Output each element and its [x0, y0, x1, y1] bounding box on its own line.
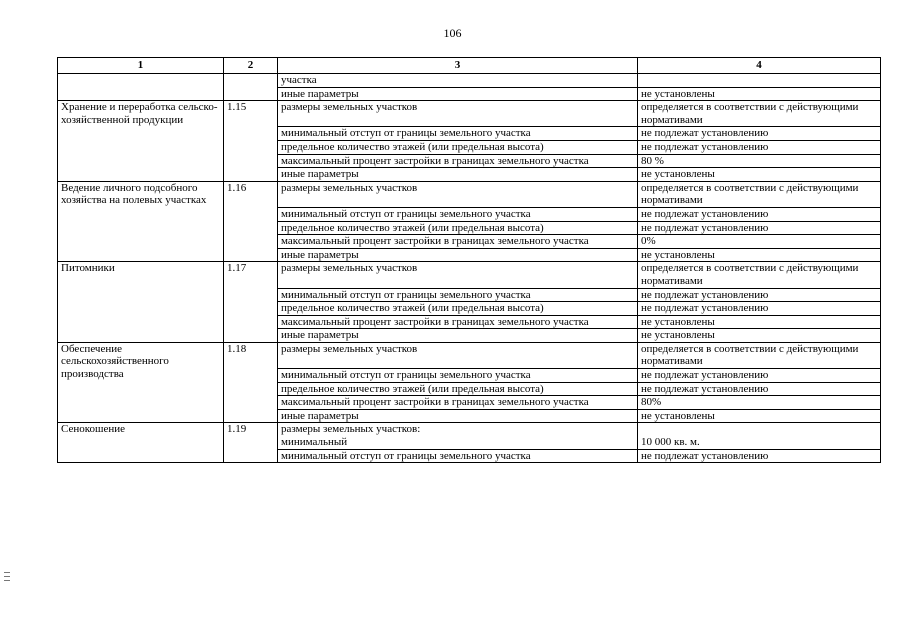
value-cell: не установлены	[638, 315, 881, 329]
value-cell: 0%	[638, 235, 881, 249]
value-cell: не установлены	[638, 168, 881, 182]
code-cell: 1.19	[224, 423, 278, 463]
value-cell: не подлежат установлению	[638, 369, 881, 383]
value-cell: 80 %	[638, 154, 881, 168]
table-row	[58, 262, 881, 288]
parameter-cell: минимальный отступ от границы земельного участка	[278, 369, 638, 383]
parameter-cell: минимальный отступ от границы земельного участка	[278, 207, 638, 221]
value-cell: не подлежат установлению	[638, 382, 881, 396]
code-cell: 1.17	[224, 262, 278, 343]
header-col-2: 2	[224, 58, 278, 74]
parameter-cell: минимальный отступ от границы земельного участка	[278, 127, 638, 141]
header-col-3: 3	[278, 58, 638, 74]
parameter-cell: минимальный отступ от границы земельного участка	[278, 449, 638, 463]
value-line: 10 000 кв. м.	[641, 436, 700, 449]
parameter-cell: предельное количество этажей (или предельная высота)	[278, 302, 638, 316]
value-cell: не установлены	[638, 248, 881, 262]
parameter-cell: иные параметры	[278, 248, 638, 262]
code-cell: 1.16	[224, 181, 278, 262]
value-cell: определяется в соответствии с действующими нормативами	[638, 342, 881, 368]
parameter-cell: предельное количество этажей (или предельная высота)	[278, 140, 638, 154]
parameter-cell: максимальный процент застройки в границах земельного участка	[278, 315, 638, 329]
table-row	[58, 181, 881, 207]
table-row	[58, 342, 881, 368]
parameter-line: размеры земельных участков:	[281, 423, 421, 436]
category-name-cell: Сенокошение	[58, 423, 224, 463]
parameter-cell: размеры земельных участков	[278, 262, 638, 288]
category-name-cell	[58, 74, 224, 101]
edge-mark	[4, 580, 10, 581]
parameter-cell: иные параметры	[278, 168, 638, 182]
value-cell: не установлены	[638, 87, 881, 101]
table-row	[58, 74, 881, 88]
value-cell: определяется в соответствии с действующими нормативами	[638, 101, 881, 127]
parameter-cell: предельное количество этажей (или предельная высота)	[278, 382, 638, 396]
parameter-cell	[278, 423, 638, 449]
header-col-4: 4	[638, 58, 881, 74]
parameter-cell: размеры земельных участков	[278, 342, 638, 368]
category-name-cell: Ведение личного подсобного хозяйства на полевых участках	[58, 181, 224, 262]
value-spacer	[641, 423, 877, 436]
table-header-row	[58, 58, 881, 74]
value-cell: 80%	[638, 396, 881, 410]
category-name-cell: Питомники	[58, 262, 224, 343]
value-cell: не подлежат установлению	[638, 140, 881, 154]
header-col-1: 1	[58, 58, 224, 74]
regulations-table	[57, 57, 881, 463]
value-cell: не подлежат установлению	[638, 127, 881, 141]
category-name-cell: Хранение и переработка сельско-хозяйственной продукции	[58, 101, 224, 182]
parameter-cell: максимальный процент застройки в границах земельного участка	[278, 235, 638, 249]
category-name-cell: Обеспечение сельскохозяйственного производства	[58, 342, 224, 423]
parameter-cell: предельное количество этажей (или предельная высота)	[278, 221, 638, 235]
value-cell: определяется в соответствии с действующими нормативами	[638, 262, 881, 288]
parameter-cell: минимальный отступ от границы земельного участка	[278, 288, 638, 302]
value-cell: не установлены	[638, 329, 881, 343]
value-cell: не подлежат установлению	[638, 221, 881, 235]
parameter-cell: размеры земельных участков	[278, 181, 638, 207]
code-cell: 1.15	[224, 101, 278, 182]
table-row	[58, 423, 881, 449]
value-cell: не установлены	[638, 409, 881, 423]
code-cell	[224, 74, 278, 101]
table-row	[58, 101, 881, 127]
page-number: 106	[443, 26, 462, 40]
parameter-cell: иные параметры	[278, 329, 638, 343]
table-body	[58, 74, 881, 463]
code-cell: 1.18	[224, 342, 278, 423]
value-cell: не подлежат установлению	[638, 207, 881, 221]
value-cell	[638, 74, 881, 88]
value-cell: не подлежат установлению	[638, 288, 881, 302]
edge-mark	[4, 576, 10, 577]
value-cell: не подлежат установлению	[638, 302, 881, 316]
parameter-cell: участка	[278, 74, 638, 88]
edge-mark	[4, 572, 10, 573]
value-cell: определяется в соответствии с действующими нормативами	[638, 181, 881, 207]
parameter-cell: размеры земельных участков	[278, 101, 638, 127]
parameter-line: минимальный	[281, 436, 348, 449]
parameter-cell: максимальный процент застройки в границах земельного участка	[278, 154, 638, 168]
parameter-cell: иные параметры	[278, 409, 638, 423]
parameter-cell: максимальный процент застройки в границах земельного участка	[278, 396, 638, 410]
parameter-cell: иные параметры	[278, 87, 638, 101]
value-cell: не подлежат установлению	[638, 449, 881, 463]
value-cell	[638, 423, 881, 449]
